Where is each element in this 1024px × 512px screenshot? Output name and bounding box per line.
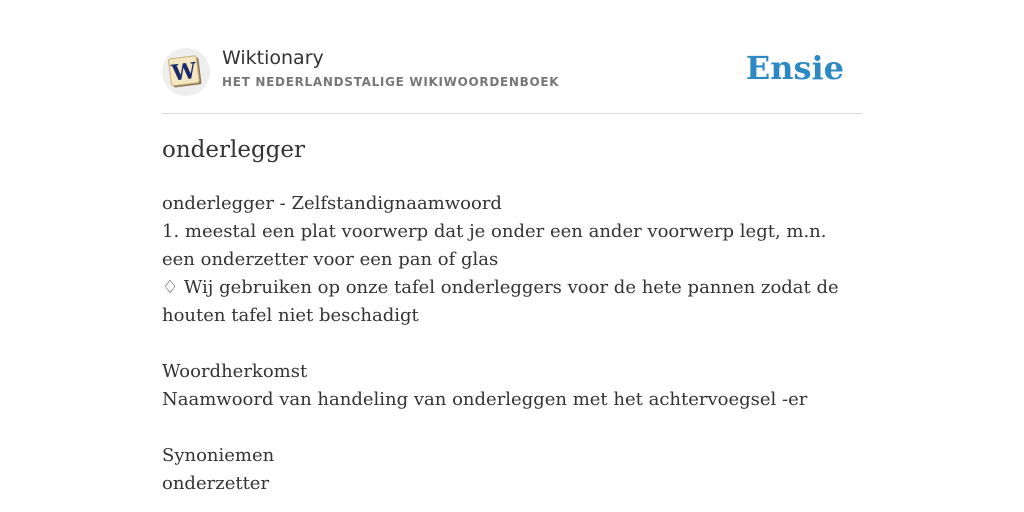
- entry-example: ♢ Wij gebruiken op onze tafel onderleggers voor de hete pannen zodat de houten tafel niet beschadigt: [162, 277, 839, 326]
- etymology-heading: Woordherkomst: [162, 361, 308, 382]
- synonyms-text: onderzetter: [162, 473, 270, 494]
- entry-heading: onderlegger - Zelfstandignaamwoord: [162, 193, 502, 214]
- site-header: [162, 44, 862, 100]
- logo-letter: W: [170, 57, 198, 87]
- etymology-text: Naamwoord van handeling van onderleggen met het achtervoegsel -er: [162, 389, 808, 410]
- wiktionary-logo-icon[interactable]: [162, 48, 210, 96]
- page-title: onderlegger: [162, 137, 306, 163]
- synonyms-heading: Synoniemen: [162, 445, 275, 466]
- ensie-brand-link[interactable]: Ensie: [745, 49, 844, 87]
- entry-content: [162, 190, 862, 498]
- spacer: [162, 330, 862, 358]
- spacer: [162, 414, 862, 442]
- site-tagline: HET NEDERLANDSTALIGE WIKIWOORDENBOEK: [222, 75, 560, 89]
- header-divider: [162, 113, 862, 114]
- entry-definition: 1. meestal een plat voorwerp dat je onder een ander voorwerp legt, m.n. een onderzetter voor een pan of glas: [162, 221, 827, 270]
- site-name[interactable]: Wiktionary: [222, 47, 324, 69]
